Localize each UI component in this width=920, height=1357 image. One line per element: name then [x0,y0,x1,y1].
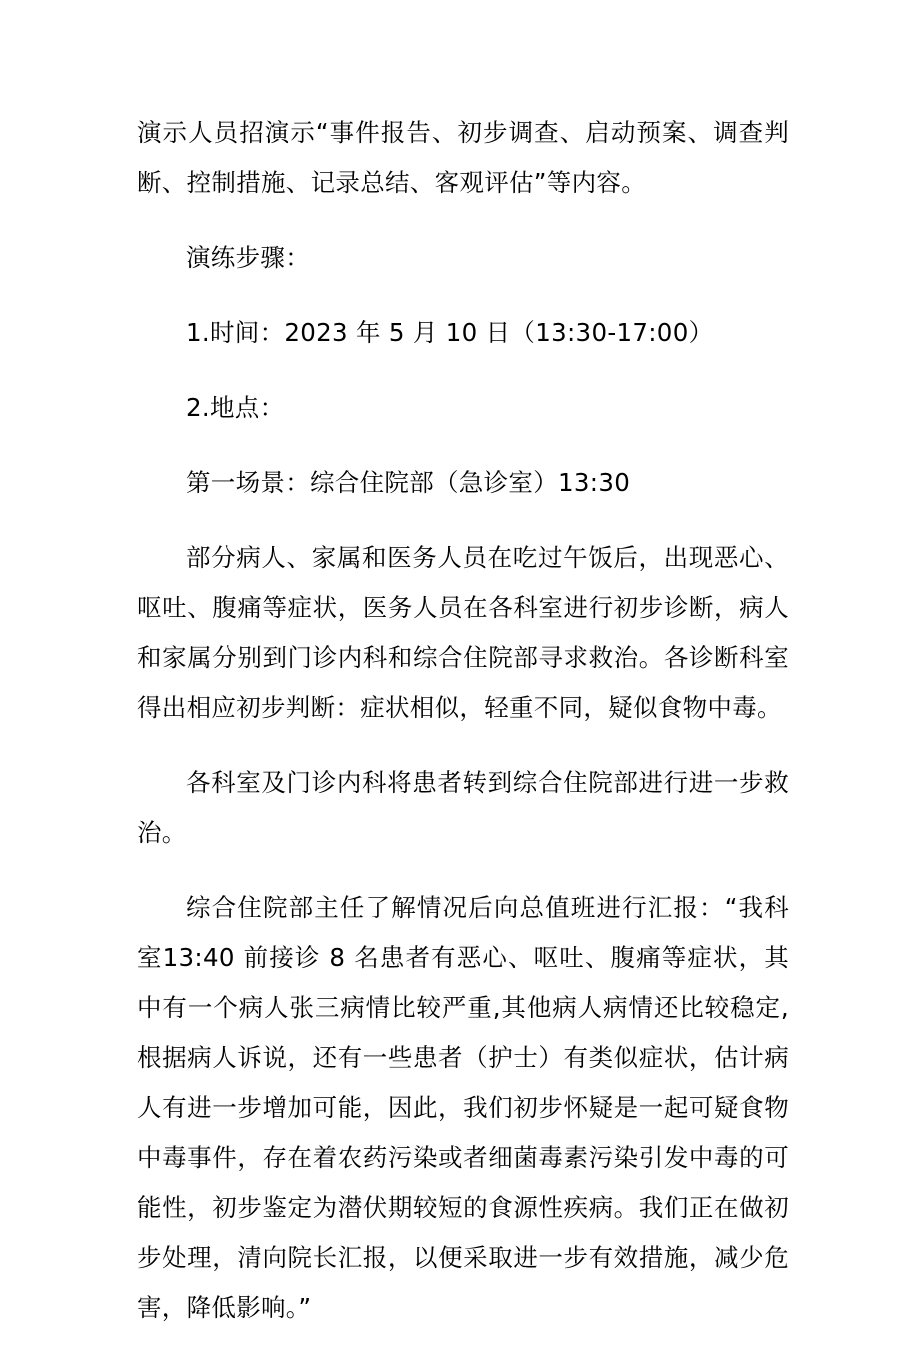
time-paragraph: 1.时间：2023 年 5 月 10 日（13:30-17:00） [186,318,714,347]
steps-heading: 演练步骤： [186,243,310,272]
place-paragraph: 2.地点： [186,393,285,422]
report-paragraph: 综合住院部主任了解情况后向总值班进行汇报：“我科室13:40 前接诊 8 名患者有恶心、呕吐、腹痛等症状，其中有一个病人张三病情比较严重,其他病人病情还比较稳定,根据病人诉说，还有一些患者（护士）有类似症状，估计病人有进一步增加可能，因此，我们初步怀疑是一起可疑食物中毒事件，存在着农药污染或者细菌毒素污染引发中毒的可能性，初步鉴定为潜伏期较短的食源性疾病。我们正在做初步处理，清向院长汇报，以便采取进一步有效措施，减少危害，降低影响。” [137,893,789,1322]
document-page [137,108,789,1357]
intro-paragraph: 演示人员招演示“事件报告、初步调查、启动预案、调查判断、控制措施、记录总结、客观评估”等内容。 [137,118,789,197]
scene-one-heading: 第一场景：综合住院部（急诊室）13:30 [186,468,631,497]
symptoms-paragraph: 部分病人、家属和医务人员在吃过午饭后，出现恶心、呕吐、腹痛等症状，医务人员在各科室进行初步诊断，病人和家属分别到门诊内科和综合住院部寻求救治。各诊断科室得出相应初步判断：症状相似，轻重不同，疑似食物中毒。 [137,543,789,722]
transfer-paragraph: 各科室及门诊内科将患者转到综合住院部进行进一步救治。 [137,768,789,847]
